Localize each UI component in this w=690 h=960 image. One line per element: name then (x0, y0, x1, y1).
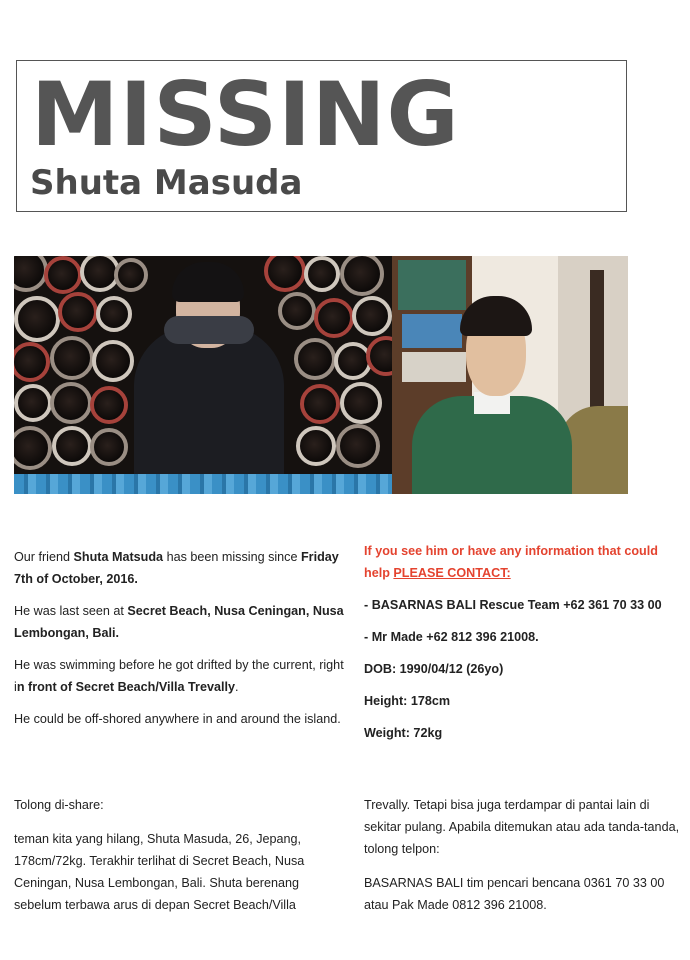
height-line: Height: 178cm (364, 694, 451, 708)
missing-date: Friday 7th of October, 2016. (14, 550, 339, 586)
offshore-paragraph: He could be off-shored anywhere in and around the island. (14, 712, 341, 726)
missing-person-name: Shuta Masuda (30, 163, 303, 203)
weight-line: Weight: 72kg (364, 726, 443, 740)
photo-smiling (392, 256, 628, 494)
indonesian-body-left: teman kita yang hilang, Shuta Masuda, 26, Jepang, 178cm/72kg. Terakhir terlihat di Secret Beach, Nusa Ceningan, Nusa Lembongan, Bali. Shuta berenang sebelum terbawa arus di depan Secret Beach/Villa (14, 832, 305, 912)
contact-details (364, 540, 684, 754)
missing-heading: MISSING (31, 63, 460, 166)
please-contact: PLEASE CONTACT: (393, 566, 511, 580)
contact-basarnas: - BASARNAS BALI Rescue Team +62 361 70 33 00 (364, 598, 662, 612)
friend-name: Shuta Matsuda (73, 550, 164, 564)
indonesian-left (14, 794, 344, 928)
contact-mr-made: - Mr Made +62 812 396 21008. (364, 630, 539, 644)
indonesian-right (364, 794, 686, 928)
title-box (16, 60, 627, 212)
last-seen-paragraph: He was last seen at Secret Beach, Nusa Ceningan, Nusa Lembongan, Bali. (14, 604, 344, 640)
photo-pipes (14, 256, 392, 494)
drift-paragraph: He was swimming before he got drifted by the current, right in front of Secret Beach/Villa Trevally. (14, 658, 344, 694)
english-details (14, 546, 344, 740)
last-seen-place: Secret Beach, Nusa Ceningan, Nusa Lembongan, Bali. (14, 604, 344, 640)
indonesian-body-right: Trevally. Tetapi bisa juga terdampar di pantai lain di sekitar pulang. Apabila ditemukan atau ada tanda-tanda, tolong telpon: (364, 798, 680, 856)
dob-line: DOB: 1990/04/12 (26yo) (364, 662, 504, 676)
alert-message: If you see him or have any information that could help PLEASE CONTACT: (364, 544, 658, 580)
share-heading: Tolong di-share: (14, 798, 104, 812)
missing-since-paragraph: Our friend Shuta Matsuda has been missing since Friday 7th of October, 2016. (14, 550, 339, 586)
indonesian-contacts: BASARNAS BALI tim pencari bencana 0361 70 33 00 atau Pak Made 0812 396 21008. (364, 876, 665, 912)
